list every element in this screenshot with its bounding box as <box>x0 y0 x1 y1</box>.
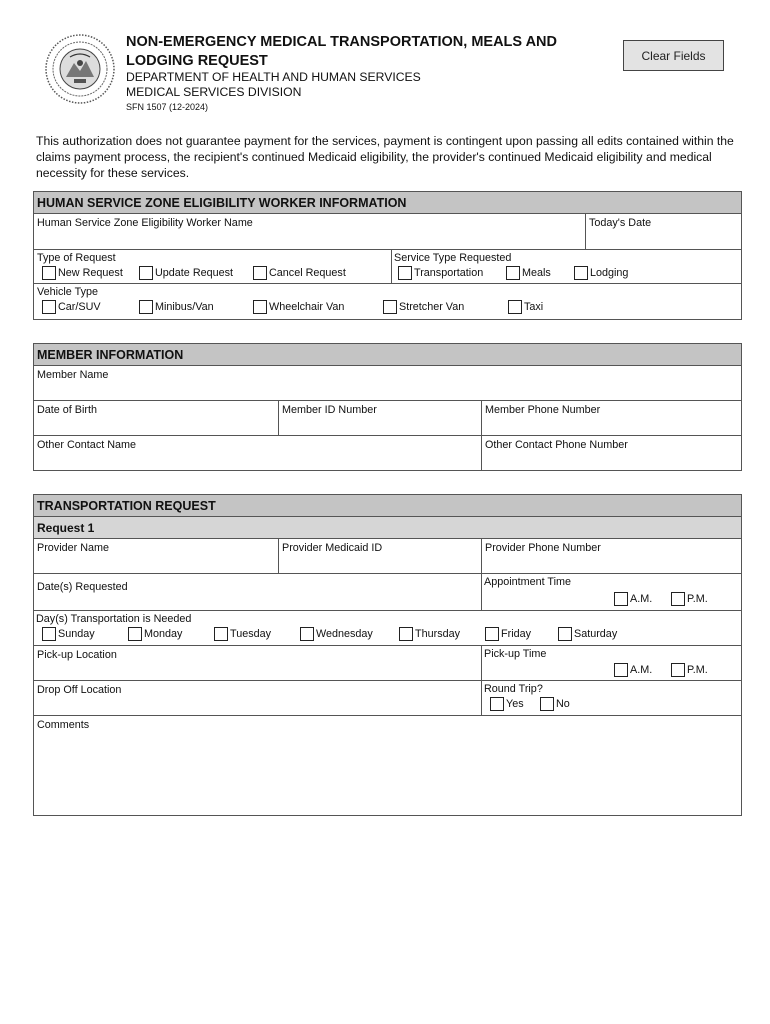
car-suv-checkbox[interactable] <box>42 300 101 314</box>
pickup-location-label: Pick-up Location <box>37 649 117 661</box>
thursday-checkbox[interactable] <box>399 627 460 641</box>
worker-section-heading: HUMAN SERVICE ZONE ELIGIBILITY WORKER INFORMATION <box>34 192 741 214</box>
clear-fields-button[interactable]: Clear Fields <box>623 40 724 71</box>
dropoff-location-label: Drop Off Location <box>37 684 122 696</box>
request-type-row <box>34 250 741 284</box>
member-details-row <box>34 401 741 436</box>
member-section-heading: MEMBER INFORMATION <box>34 344 741 366</box>
option-label: Transportation <box>414 267 484 279</box>
worker-name-field[interactable] <box>34 214 585 249</box>
division-name: MEDICAL SERVICES DIVISION <box>126 85 302 99</box>
option-label: Cancel Request <box>269 267 346 279</box>
department-name: DEPARTMENT OF HEALTH AND HUMAN SERVICES <box>126 70 421 84</box>
option-label: Update Request <box>155 267 234 279</box>
checkbox-box <box>614 592 628 606</box>
minibus-van-checkbox[interactable] <box>139 300 214 314</box>
form-title <box>126 33 606 71</box>
other-contact-phone-field[interactable] <box>481 436 742 470</box>
pickup-am-checkbox[interactable] <box>614 663 652 677</box>
service-type-cell <box>391 250 742 283</box>
date-of-birth-label: Date of Birth <box>37 404 98 416</box>
saturday-checkbox[interactable] <box>558 627 617 641</box>
checkbox-box <box>128 627 142 641</box>
option-label: P.M. <box>687 593 708 605</box>
member-name-field[interactable] <box>34 366 742 400</box>
lodging-checkbox[interactable] <box>574 266 628 280</box>
pickup-time-label: Pick-up Time <box>484 648 547 660</box>
transportation-checkbox[interactable] <box>398 266 483 280</box>
round-trip-no-checkbox[interactable] <box>540 697 570 711</box>
checkbox-box <box>558 627 572 641</box>
vehicle-type-row <box>34 284 741 319</box>
appointment-time-cell <box>481 574 742 610</box>
option-label: Saturday <box>574 628 618 640</box>
appointment-am-checkbox[interactable] <box>614 592 652 606</box>
other-contact-phone-label: Other Contact Phone Number <box>485 439 628 451</box>
provider-medicaid-id-label: Provider Medicaid ID <box>282 542 383 554</box>
provider-name-field[interactable] <box>34 539 278 573</box>
dropoff-row <box>34 681 741 716</box>
provider-medicaid-id-field[interactable] <box>278 539 481 573</box>
member-id-label: Member ID Number <box>282 404 377 416</box>
checkbox-box <box>671 592 685 606</box>
round-trip-yes-checkbox[interactable] <box>490 697 524 711</box>
provider-phone-field[interactable] <box>481 539 742 573</box>
pickup-pm-checkbox[interactable] <box>671 663 708 677</box>
member-phone-field[interactable] <box>481 401 742 435</box>
new-request-checkbox[interactable] <box>42 266 123 280</box>
dates-requested-field[interactable] <box>34 574 481 610</box>
department-block <box>126 70 421 100</box>
date-of-birth-field[interactable] <box>34 401 278 435</box>
sunday-checkbox[interactable] <box>42 627 95 641</box>
worker-name-row <box>34 214 741 250</box>
other-contact-row <box>34 436 741 470</box>
option-label: Yes <box>506 698 524 710</box>
dates-requested-row <box>34 574 741 611</box>
checkbox-box <box>253 266 267 280</box>
pickup-row <box>34 646 741 681</box>
vehicle-type-label: Vehicle Type <box>37 286 99 298</box>
option-label: Monday <box>144 628 183 640</box>
checkbox-box <box>490 697 504 711</box>
stretcher-van-checkbox[interactable] <box>383 300 464 314</box>
option-label: Wheelchair Van <box>269 301 345 313</box>
worker-name-label: Human Service Zone Eligibility Worker Name <box>37 217 253 229</box>
checkbox-box <box>614 663 628 677</box>
form-title-line-1: NON-EMERGENCY MEDICAL TRANSPORTATION, MEALS AND <box>126 34 557 50</box>
option-label: Thursday <box>415 628 461 640</box>
checkbox-box <box>383 300 397 314</box>
checkbox-box <box>485 627 499 641</box>
checkbox-box <box>399 627 413 641</box>
provider-phone-label: Provider Phone Number <box>485 542 601 554</box>
member-id-field[interactable] <box>278 401 481 435</box>
other-contact-name-field[interactable] <box>34 436 481 470</box>
checkbox-box <box>508 300 522 314</box>
checkbox-box <box>574 266 588 280</box>
appointment-time-label: Appointment Time <box>484 576 572 588</box>
transportation-section-heading: TRANSPORTATION REQUEST <box>34 495 741 517</box>
option-label: Tuesday <box>230 628 272 640</box>
checkbox-box <box>506 266 520 280</box>
request-1-heading: Request 1 <box>34 517 741 539</box>
provider-name-label: Provider Name <box>37 542 110 554</box>
round-trip-label: Round Trip? <box>484 683 543 695</box>
option-label: Lodging <box>590 267 629 279</box>
option-label: Wednesday <box>316 628 373 640</box>
option-label: Stretcher Van <box>399 301 465 313</box>
todays-date-field[interactable] <box>585 214 742 249</box>
worker-information-section <box>33 191 742 320</box>
pickup-time-cell <box>481 646 742 680</box>
checkbox-box <box>42 300 56 314</box>
option-label: Meals <box>522 267 551 279</box>
member-information-section <box>33 343 742 471</box>
checkbox-box <box>139 266 153 280</box>
comments-row <box>34 716 741 815</box>
state-seal-icon <box>44 33 116 105</box>
provider-row <box>34 539 741 574</box>
option-label: Sunday <box>58 628 95 640</box>
checkbox-box <box>214 627 228 641</box>
checkbox-box <box>42 627 56 641</box>
checkbox-box <box>139 300 153 314</box>
days-needed-label: Day(s) Transportation is Needed <box>36 613 192 625</box>
wednesday-checkbox[interactable] <box>300 627 373 641</box>
option-label: Car/SUV <box>58 301 101 313</box>
checkbox-box <box>253 300 267 314</box>
days-needed-row <box>34 611 741 646</box>
pickup-location-field[interactable] <box>34 646 481 680</box>
form-title-line-2: LODGING REQUEST <box>126 53 268 69</box>
round-trip-cell <box>481 681 742 715</box>
option-label: P.M. <box>687 664 708 676</box>
todays-date-label: Today's Date <box>589 217 652 229</box>
transportation-request-section <box>33 494 742 816</box>
wheelchair-van-checkbox[interactable] <box>253 300 344 314</box>
monday-checkbox[interactable] <box>128 627 182 641</box>
other-contact-name-label: Other Contact Name <box>37 439 137 451</box>
dropoff-location-field[interactable] <box>34 681 481 715</box>
meals-checkbox[interactable] <box>506 266 551 280</box>
checkbox-box <box>671 663 685 677</box>
tuesday-checkbox[interactable] <box>214 627 271 641</box>
checkbox-box <box>42 266 56 280</box>
type-of-request-label: Type of Request <box>37 252 116 264</box>
checkbox-box <box>398 266 412 280</box>
checkbox-box <box>540 697 554 711</box>
option-label: Minibus/Van <box>155 301 214 313</box>
member-name-label: Member Name <box>37 369 109 381</box>
option-label: Friday <box>501 628 531 640</box>
authorization-disclaimer: This authorization does not guarantee payment for the services, payment is contingent upon passing all edits contained within the claims payment process, the recipient's continued Medicaid eligibility, the provider's continued Medicaid eligibility and medical necessity for these services. <box>36 134 734 180</box>
option-label: A.M. <box>630 593 653 605</box>
cancel-request-checkbox[interactable] <box>253 266 346 280</box>
option-label: No <box>556 698 570 710</box>
appointment-pm-checkbox[interactable] <box>671 592 708 606</box>
comments-label: Comments <box>37 719 90 731</box>
service-type-label: Service Type Requested <box>394 252 512 264</box>
member-phone-label: Member Phone Number <box>485 404 601 416</box>
update-request-checkbox[interactable] <box>139 266 233 280</box>
option-label: A.M. <box>630 664 653 676</box>
form-number: SFN 1507 (12-2024) <box>126 102 209 112</box>
checkbox-box <box>300 627 314 641</box>
option-label: New Request <box>58 267 123 279</box>
comments-field[interactable] <box>34 716 742 815</box>
friday-checkbox[interactable] <box>485 627 531 641</box>
dates-requested-label: Date(s) Requested <box>37 581 128 593</box>
member-name-row <box>34 366 741 401</box>
taxi-checkbox[interactable] <box>508 300 543 314</box>
option-label: Taxi <box>524 301 544 313</box>
